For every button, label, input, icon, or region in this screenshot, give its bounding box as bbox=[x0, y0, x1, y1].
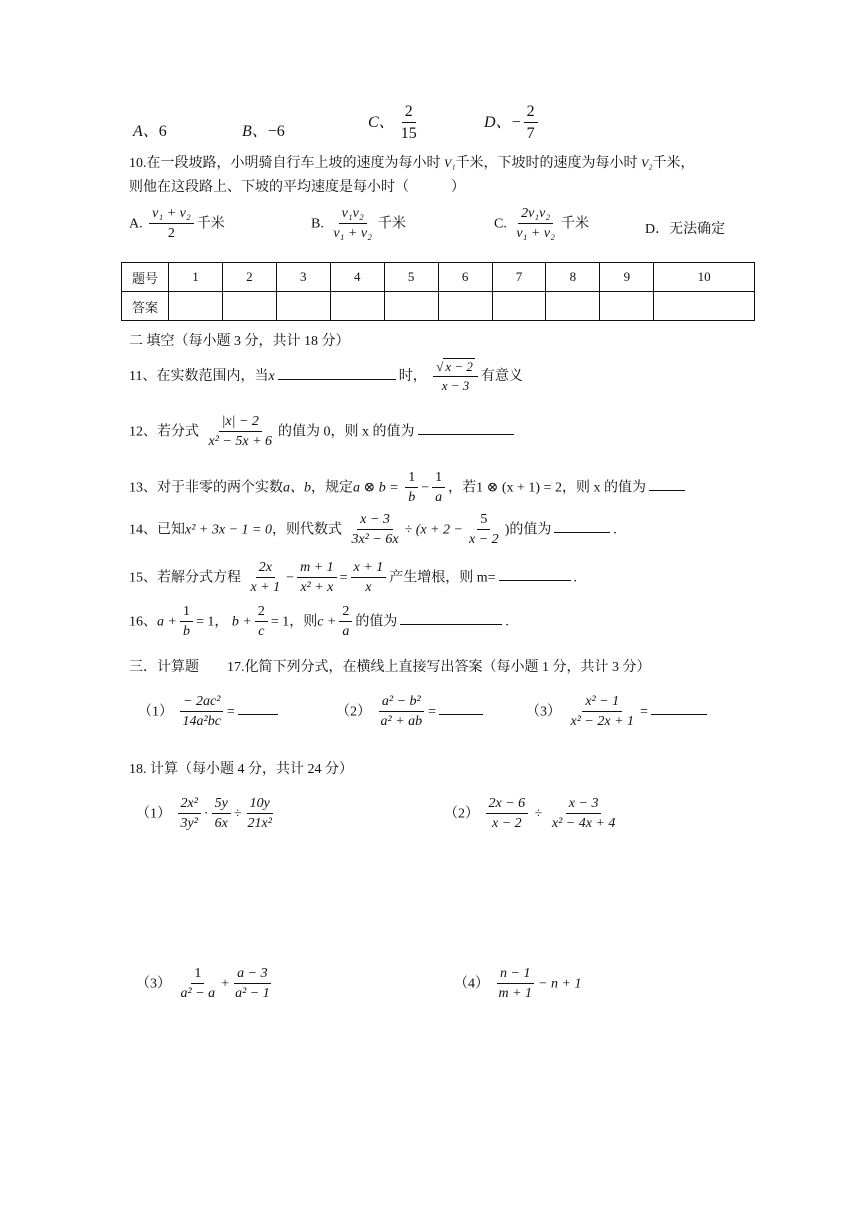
answer-table-number: 2 bbox=[222, 263, 276, 292]
q17-p1-eq: = bbox=[226, 704, 235, 720]
q16-e1n: 1 bbox=[180, 604, 193, 622]
q16-answer-blank[interactable] bbox=[400, 623, 502, 625]
q16-e2b: = 1，则 bbox=[270, 614, 318, 630]
q14-text-c: 的值为 bbox=[509, 522, 552, 538]
answer-table-answer-label: 答案 bbox=[122, 292, 169, 321]
q18-c3-label: （3） bbox=[136, 976, 171, 992]
answer-table-header-row bbox=[122, 263, 755, 292]
q13-eq: 1 ⊗ (x + 1) = 2 bbox=[476, 480, 562, 496]
q9-option-c bbox=[368, 103, 423, 144]
q12-text-a: 12、若分式 bbox=[129, 424, 199, 440]
answer-table-number: 4 bbox=[330, 263, 384, 292]
q14: 14、已知x² + 3x − 1 = 0，则代数式 $\frac{x - 3}{\text{3x² − 6x}}$ ÷ (x + 2 − $\frac{5}{x - 2}$ )的值为 . bbox=[129, 512, 617, 548]
answer-cell[interactable] bbox=[384, 292, 438, 321]
q18-c3-n1: 1 bbox=[191, 966, 204, 984]
q9-d-num: 2 bbox=[524, 103, 538, 123]
q13-text-b: ，规定 bbox=[311, 480, 353, 496]
q16-e1d: b bbox=[182, 624, 190, 640]
q17-p3-eq: = bbox=[640, 704, 648, 720]
q18-c1-d2: 6x bbox=[214, 816, 228, 832]
answer-cell[interactable] bbox=[276, 292, 330, 321]
q18-c1-n3: 10y bbox=[247, 796, 273, 814]
q13-def: a ⊗ b = bbox=[353, 480, 399, 496]
q9-b-label: B、 bbox=[242, 123, 268, 140]
q17-p2-answer-blank[interactable] bbox=[439, 713, 483, 715]
q15-d1: x + 1 bbox=[250, 580, 281, 596]
q10-option-a bbox=[129, 206, 225, 242]
q11-answer-blank[interactable] bbox=[278, 378, 396, 380]
q18-part-1 bbox=[136, 796, 278, 832]
q10-a-label: A. bbox=[129, 216, 143, 232]
q15-d2: x² + x bbox=[300, 580, 334, 596]
q14-eq: x² + 3x − 1 = 0 bbox=[185, 522, 272, 538]
answer-table-number: 1 bbox=[169, 263, 223, 292]
q17-p1-num: − 2ac² bbox=[180, 694, 223, 712]
q9-d-sign: − bbox=[511, 114, 521, 132]
answer-cell[interactable] bbox=[169, 292, 223, 321]
q17-p1-answer-blank[interactable] bbox=[238, 713, 278, 715]
q10-a-den: 2 bbox=[167, 226, 175, 242]
q16: 16、a + $\frac{1}{b}$ = 1， b + $\frac{2}{c}$ = 1，则c + $\frac{2}{a}$ 的值为 . bbox=[129, 604, 509, 640]
q10-text-1: 10.在一段坡路，小明骑自行车上坡的速度为每小时 bbox=[129, 156, 441, 171]
q12 bbox=[129, 414, 517, 450]
q16-e3n: 2 bbox=[339, 604, 352, 622]
q9-d-den: 7 bbox=[526, 125, 535, 143]
answer-cell[interactable] bbox=[330, 292, 384, 321]
q16-e3a: c + bbox=[317, 614, 337, 630]
q18-c1-d1: 3y² bbox=[180, 816, 198, 832]
q10-option-b bbox=[311, 206, 406, 242]
q18-title: 18. 计算（每小题 4 分，共计 24 分） bbox=[129, 762, 353, 777]
answer-cell[interactable] bbox=[600, 292, 654, 321]
q10-option-d: D．无法确定 bbox=[645, 222, 726, 237]
q18-c3-d1: a² − a bbox=[180, 986, 216, 1002]
q9-c-label: C、 bbox=[368, 114, 395, 132]
answer-table-number: 3 bbox=[276, 263, 330, 292]
q18-part-4 bbox=[454, 966, 581, 1002]
answer-table-answer-row bbox=[122, 292, 755, 321]
q18-c4-label: （4） bbox=[454, 976, 489, 992]
q18-c2-d1: x − 2 bbox=[492, 816, 522, 832]
q15-n1: 2x bbox=[256, 560, 275, 578]
q15-n2: m + 1 bbox=[297, 560, 337, 578]
q13-f2-den: a bbox=[435, 490, 443, 506]
q15-op: − bbox=[286, 570, 295, 586]
q17-part-2 bbox=[336, 694, 486, 730]
q17-p3-label: （3） bbox=[526, 704, 561, 720]
q10-b-num: v₁v₂ bbox=[339, 206, 367, 224]
q16-text-b: 的值为 bbox=[355, 614, 398, 630]
q9-c-den: 15 bbox=[400, 125, 417, 143]
q9-b-value: −6 bbox=[267, 123, 285, 140]
q17-p1-label: （1） bbox=[138, 704, 173, 720]
q16-e2n: 2 bbox=[255, 604, 268, 622]
q10-line-1 bbox=[129, 152, 695, 172]
q17-p2-eq: = bbox=[428, 704, 437, 720]
q17-part-3 bbox=[526, 694, 710, 730]
answer-table-header-label: 题号 bbox=[122, 263, 169, 292]
q13-answer-blank[interactable] bbox=[649, 489, 685, 491]
q17-p3-den: x² − 2x + 1 bbox=[570, 714, 635, 730]
q18-c1-dot: · bbox=[203, 806, 209, 822]
q10-a-num: v₁ + v₂ bbox=[149, 206, 194, 224]
q16-e2d: c bbox=[258, 624, 265, 640]
q17-p3-answer-blank[interactable] bbox=[651, 713, 707, 715]
answer-table-number: 7 bbox=[492, 263, 546, 292]
q13-f1-num: 1 bbox=[405, 470, 418, 488]
q14-end: ) bbox=[504, 522, 510, 538]
q18-c3-op: + bbox=[221, 976, 230, 992]
q13-minus: − bbox=[421, 480, 430, 496]
q10-v1: V₁ bbox=[444, 156, 456, 170]
q15-answer-blank[interactable] bbox=[499, 579, 571, 581]
q12-answer-blank[interactable] bbox=[418, 433, 514, 435]
q10-c-unit: 千米 bbox=[560, 216, 589, 232]
q10-c-num: 2v₁v₂ bbox=[518, 206, 553, 224]
q9-option-d bbox=[484, 103, 541, 144]
q18-c3-d2: a² − 1 bbox=[235, 986, 270, 1002]
q18-c4-n1: n − 1 bbox=[497, 966, 533, 984]
answer-cell[interactable] bbox=[492, 292, 546, 321]
q10-b-label: B. bbox=[311, 216, 324, 232]
answer-cell[interactable] bbox=[654, 292, 755, 321]
q9-c-num: 2 bbox=[402, 103, 416, 123]
q11-text-b: 时， bbox=[398, 369, 427, 385]
q15-n3: x + 1 bbox=[351, 560, 387, 578]
q16-e2a: b + bbox=[231, 614, 252, 630]
q11 bbox=[129, 360, 523, 394]
q13-text-a: 13、对于非零的两个实数 bbox=[129, 480, 283, 496]
answer-table-number: 9 bbox=[600, 263, 654, 292]
q12-num: |x| − 2 bbox=[219, 414, 262, 432]
q18-c1-n1: 2x² bbox=[178, 796, 201, 814]
q15-text-b: 产生增根，则 m= bbox=[389, 570, 496, 586]
q10-v2: V₂ bbox=[641, 156, 653, 170]
q18-c2-div: ÷ bbox=[534, 806, 543, 822]
q9-a-label: A、 bbox=[133, 123, 159, 140]
answer-table-number: 5 bbox=[384, 263, 438, 292]
q10-c-label: C. bbox=[494, 216, 507, 232]
q16-text-a: 16、 bbox=[129, 614, 157, 630]
q13-text-d: ，则 x 的值为 bbox=[561, 480, 646, 496]
q17-part-1 bbox=[138, 694, 281, 730]
q18-part-2 bbox=[444, 796, 621, 832]
q9-option-a bbox=[133, 118, 167, 141]
q10-text-3: 千米， bbox=[652, 156, 695, 171]
q12-den: x² − 5x + 6 bbox=[208, 434, 273, 450]
answer-table-number: 8 bbox=[546, 263, 600, 292]
q18-c4-rest: − n + 1 bbox=[538, 976, 582, 992]
q14-num: x − 3 bbox=[357, 512, 393, 530]
q18-c1-n2: 5y bbox=[212, 796, 231, 814]
q16-e1b: = 1， bbox=[195, 614, 229, 630]
q13-f2-num: 1 bbox=[432, 470, 445, 488]
q15: 15、若解分式方程 $\frac{2x}{x + 1}$ − $\frac{m + 1}{\text{x² + x}}$ = $\frac{x + 1}{x}$ 产生增根，则 m= . bbox=[129, 560, 578, 596]
q18-c1-div: ÷ bbox=[233, 806, 242, 822]
q14-answer-blank[interactable] bbox=[554, 531, 610, 533]
q18-part-3 bbox=[136, 966, 276, 1002]
q14-text-a: 14、已知 bbox=[129, 522, 185, 538]
q11-text-c: 有意义 bbox=[480, 369, 523, 385]
q17-p1-den: 14a²bc bbox=[182, 714, 221, 730]
q13-f1-den: b bbox=[408, 490, 416, 506]
q11-num: x − 2 bbox=[445, 359, 473, 374]
q10-option-c bbox=[494, 206, 589, 242]
q18-c3-n2: a − 3 bbox=[234, 966, 270, 984]
q17-p2-label: （2） bbox=[336, 704, 371, 720]
q14-mid: ÷ (x + 2 − bbox=[404, 522, 464, 538]
q10-b-unit: 千米 bbox=[377, 216, 406, 232]
q18-c1-d3: 21x² bbox=[247, 816, 272, 832]
q18-c2-n2: x − 3 bbox=[566, 796, 602, 814]
q13-text-c: ，若 bbox=[448, 480, 477, 496]
q14-num2: 5 bbox=[477, 512, 490, 530]
answer-cell[interactable] bbox=[438, 292, 492, 321]
q11-text-a: 11、在实数范围内，当 bbox=[129, 369, 269, 385]
q13 bbox=[129, 470, 688, 506]
q18-c2-label: （2） bbox=[444, 806, 479, 822]
sqrt-sign: √ bbox=[436, 359, 444, 374]
q16-e3d: a bbox=[342, 624, 350, 640]
q15-d3: x bbox=[365, 580, 372, 596]
answer-cell[interactable] bbox=[546, 292, 600, 321]
q16-e1a: a + bbox=[157, 614, 177, 630]
answer-cell[interactable] bbox=[222, 292, 276, 321]
q18-c4-d1: m + 1 bbox=[498, 986, 533, 1002]
q14-text-b: ，则代数式 bbox=[271, 522, 342, 538]
q10-line-2: 则他在这段路上、下坡的平均速度是每小时（ ） bbox=[129, 180, 465, 195]
section-2-title: 二 填空（每小题 3 分，共计 18 分） bbox=[129, 334, 350, 349]
q10-text-2: 千米，下坡时的速度为每小时 bbox=[455, 156, 638, 171]
answer-table-number: 10 bbox=[654, 263, 755, 292]
q14-den: 3x² − 6x bbox=[351, 532, 399, 548]
q10-b-den: v₁ + v₂ bbox=[333, 226, 372, 242]
q11-var: x bbox=[268, 369, 275, 385]
q15-text-a: 15、若解分式方程 bbox=[129, 570, 241, 586]
q10-c-den: v₁ + v₂ bbox=[516, 226, 555, 242]
q11-den: x − 3 bbox=[441, 377, 470, 393]
answer-table-number: 6 bbox=[438, 263, 492, 292]
q10-a-unit: 千米 bbox=[196, 216, 225, 232]
q9-a-value: 6 bbox=[158, 123, 167, 140]
q12-text-b: 的值为 0，则 x 的值为 bbox=[278, 424, 415, 440]
q18-c1-label: （1） bbox=[136, 806, 171, 822]
q18-c2-n1: 2x − 6 bbox=[486, 796, 529, 814]
q15-eq: = bbox=[339, 570, 348, 586]
q9-option-b bbox=[242, 118, 285, 141]
q17-p2-den: a² + ab bbox=[380, 714, 423, 730]
q18-c2-d2: x² − 4x + 4 bbox=[551, 816, 616, 832]
q13-ab: a、b bbox=[283, 480, 311, 496]
q17-p2-num: a² − b² bbox=[379, 694, 424, 712]
q9-d-label: D、 bbox=[484, 114, 512, 132]
answer-table bbox=[121, 262, 755, 321]
section-3-title: 三．计算题 17.化简下列分式，在横线上直接写出答案（每小题 1 分，共计 3 分） bbox=[129, 660, 651, 675]
q17-p3-num: x² − 1 bbox=[582, 694, 622, 712]
q14-den2: x − 2 bbox=[469, 532, 499, 548]
